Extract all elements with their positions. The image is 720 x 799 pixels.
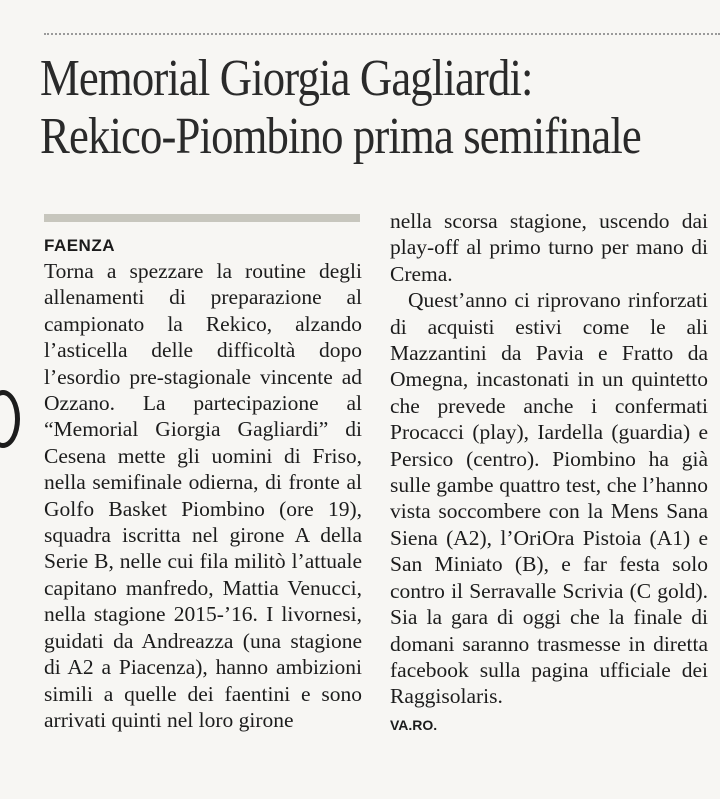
- paragraph-1: Torna a spezzare la routine degli allenamenti di preparazione al campionato la Rekico, alzando l’asticella delle difficoltà dopo l’esordio pre-stagionale vincente ad Ozzano. La partecipazione al “Memorial Giorgia Gagliardi” di Cesena mette gli uomini di Friso, nella semifinale odierna, di fronte al Golfo Basket Piombino (ore 19), squadra iscritta nel girone A della Serie B, nelle cui fila militò l’attuale capitano manfredo, Mattia Venucci, nella stagione 2015-’16. I livornesi, guidati da Andreazza (una stagione di A2 a Piacenza), hanno ambizioni simili a quelle dei faentini e sono arrivati quinti nel loro girone: [44, 259, 362, 732]
- headline: [40, 50, 641, 166]
- paragraph-2: Quest’anno ci riprovano rinforzati di acquisti estivi come le ali Mazzantini da Pavia e Fratto da Omegna, incastonati in un quintetto che prevede anche i confermati Procacci (play), Iardella (guardia) e Persico (centro). Piombino ha già sulle gambe quattro test, che l’hanno vista soccombere con la Mens Sana Siena (A2), l’OriOra Pistoia (A1) e San Miniato (B), e far festa solo contro il Serravalle Scrivia (C gold). Sia la gara di oggi che la finale di domani saranno trasmesse in diretta facebook sulla pagina ufficiale dei Raggisolaris.: [390, 288, 708, 709]
- top-dotted-rule: [44, 33, 720, 35]
- author-signature: VA.RO.: [390, 716, 438, 733]
- paragraph-1-continued: nella scorsa stagione, uscendo dai play-off al primo turno per mano di Crema.: [390, 209, 708, 286]
- kicker-bar: [44, 214, 360, 222]
- article-column-1: [44, 234, 362, 733]
- article-column-2: [390, 208, 708, 738]
- headline-line-2: Rekico-Piombino prima semifinale: [40, 108, 641, 165]
- headline-line-1: Memorial Giorgia Gagliardi:: [40, 50, 533, 107]
- kicker-location: FAENZA: [44, 236, 115, 255]
- page-edge-mark: [0, 390, 20, 448]
